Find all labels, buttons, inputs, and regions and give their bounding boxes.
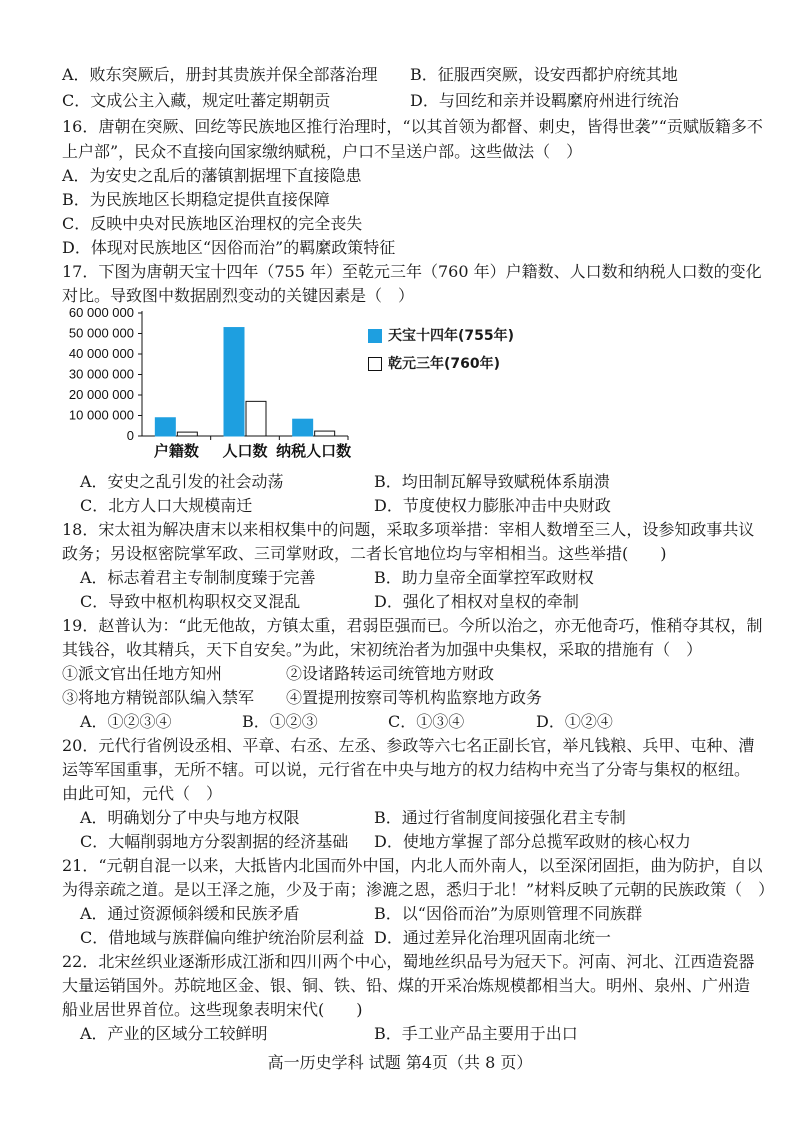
q17-stem-line1: 17．下图为唐朝天宝十四年（755 年）至乾元三年（760 年）户籍数、人口数和纳税人口数的变化: [62, 262, 762, 281]
q21-option-c: C．借地域与族群偏向维护统治阶层利益: [80, 928, 365, 947]
q19-item-1: ①派文官出任地方知州: [62, 664, 223, 683]
y-tick-label: 10 000 000: [68, 407, 134, 423]
q18-stem-line2: 政务；另设枢密院掌军政、三司掌财政，二者长官地位均与宰相相当。这些举措( ): [62, 544, 667, 563]
bar-2-1: [315, 431, 335, 436]
q17-option-b: B．均田制瓦解导致赋税体系崩溃: [374, 472, 610, 491]
q18-stem-line1: 18．宋太祖为解决唐末以来相权集中的问题，采取多项举措：宰相人数增至三人，设参知政事共议: [62, 520, 755, 539]
q19-item-4: ④置提刑按察司等机构监察地方政务: [286, 688, 543, 707]
q20-stem-line2: 运等军国重事，无所不辖。可以说，元行省在中央与地方的权力结构中充当了分寄与集权的枢纽。: [62, 760, 751, 779]
legend-swatch-755: [368, 329, 382, 343]
q19-stem-line2: 其钱谷，收其精兵，天下自安矣。”为此，宋初统治者为加强中央集权，采取的措施有（ ）: [62, 640, 703, 659]
q19-item-2: ②设诸路转运司统管地方财政: [286, 664, 495, 683]
q17-option-c: C．北方人口大规模南迁: [80, 496, 253, 515]
q18-option-b: B．助力皇帝全面掌控军政财权: [374, 568, 594, 587]
q20-stem-line1: 20．元代行省例设丞相、平章、右丞、左丞、参政等六七名正副长官，举凡钱粮、兵甲、屯种、漕: [62, 736, 755, 755]
q22-option-a: A．产业的区域分工较鲜明: [80, 1024, 268, 1043]
bar-2-0: [293, 419, 313, 436]
y-tick-label: 20 000 000: [68, 387, 134, 402]
q15-option-b: B．征服西突厥，设安西都护府统其地: [410, 65, 678, 84]
y-tick-label: 30 000 000: [68, 366, 134, 382]
q16-stem-line1: 16．唐朝在突厥、回纥等民族地区推行治理时，“以其首领为都督、刺史，皆得世袭”“贡赋版籍多不: [62, 117, 763, 136]
q21-option-d: D．通过差异化治理巩固南北统一: [374, 928, 611, 947]
x-tick-label: 纳税人口数: [276, 442, 352, 460]
q19-option-d: D．①②④: [536, 712, 613, 731]
q20-option-a: A．明确划分了中央与地方权限: [80, 808, 300, 827]
q15-option-d: D．与回纥和亲并设羁縻府州进行统治: [410, 91, 679, 110]
q15-option-c: C．文成公主入藏，规定吐蕃定期朝贡: [62, 91, 331, 110]
legend-swatch-760: [368, 357, 382, 371]
q19-stem-line1: 19．赵普认为：“此无他故，方镇太重，君弱臣强而已。今所以治之，亦无他奇巧，惟稍夺其权，制: [62, 616, 763, 635]
q18-option-a: A．标志着君主专制制度臻于完善: [80, 568, 316, 587]
q17-option-d: D．节度使权力膨胀冲击中央财政: [374, 496, 611, 515]
q19-option-c: C．①③④: [388, 712, 465, 731]
y-tick-label: 50 000 000: [68, 325, 134, 341]
q19-option-b: B．①②③: [242, 712, 318, 731]
x-tick-label: 户籍数: [153, 442, 199, 460]
q20-option-d: D．使地方掌握了部分总揽军政财的核心权力: [374, 832, 691, 851]
bar-0-0: [155, 418, 175, 436]
q21-option-a: A．通过资源倾斜缓和民族矛盾: [80, 904, 300, 923]
q19-item-3: ③将地方精锐部队编入禁军: [62, 688, 255, 707]
q16-option-a: A．为安史之乱后的藩镇割据埋下直接隐患: [62, 166, 362, 185]
y-tick-label: 60 000 000: [68, 305, 134, 320]
q18-option-d: D．强化了相权对皇权的牵制: [374, 592, 579, 611]
q22-stem-line1: 22．北宋丝织业逐渐形成江浙和四川两个中心，蜀地丝织品号为冠天下。河南、河北、江西造瓷器: [62, 952, 755, 971]
q19-option-a: A．①②③④: [80, 712, 172, 731]
q16-option-d: D．体现对民族地区“因俗而治”的羁縻政策特征: [62, 238, 396, 257]
y-tick-label: 40 000 000: [68, 346, 134, 361]
legend-label-755: 天宝十四年(755年): [388, 328, 515, 344]
q21-stem-line2: 为得亲疏之道。是以王泽之施，少及于南；渗漉之恩，悉归于北！”材料反映了元朝的民族政策（ ）: [62, 880, 775, 899]
q20-option-b: B．通过行省制度间接强化君主专制: [374, 808, 626, 827]
page-footer: 高一历史学科 试题 第4页（共 8 页）: [267, 1053, 533, 1072]
q21-option-b: B．以“因俗而治”为原则管理不同族群: [374, 904, 643, 923]
q22-stem-line3: 船业居世界首位。这些现象表明宋代( ): [62, 1000, 363, 1019]
bar-1-0: [224, 328, 244, 436]
q17-stem-line2: 对比。导致图中数据剧烈变动的关键因素是（ ）: [62, 286, 415, 305]
q17-option-a: A．安史之乱引发的社会动荡: [80, 472, 284, 491]
q22-option-b: B．手工业产品主要用于出口: [374, 1024, 578, 1043]
bar-1-1: [246, 401, 266, 436]
q16-option-c: C．反映中央对民族地区治理权的完全丧失: [62, 214, 363, 233]
q16-option-b: B．为民族地区长期稳定提供直接保障: [62, 190, 330, 209]
y-tick-label: 0: [126, 428, 134, 443]
q20-stem-line3: 由此可知，元代（ ）: [62, 784, 223, 803]
q20-option-c: C．大幅削弱地方分裂割据的经济基础: [80, 832, 349, 851]
q21-stem-line1: 21．“元朝自混一以来，大抵皆内北国而外中国，内北人而外南人，以至深闭固拒，曲为防护，自以: [62, 856, 763, 875]
q22-stem-line2: 大量运销国外。苏皖地区金、银、铜、铁、铅、煤的开采冶炼规模都相当大。明州、泉州、广州造: [62, 976, 751, 995]
q15-option-a: A．败东突厥后，册封其贵族并保全部落治理: [62, 65, 378, 84]
bar-0-1: [177, 432, 197, 436]
x-tick-label: 人口数: [222, 442, 268, 460]
q16-stem-line2: 上户部”，民众不直接向国家缴纳赋税，户口不呈送户部。这些做法（ ）: [62, 142, 583, 161]
q18-option-c: C．导致中枢机构职权交叉混乱: [80, 592, 301, 611]
legend-label-760: 乾元三年(760年): [388, 356, 501, 372]
